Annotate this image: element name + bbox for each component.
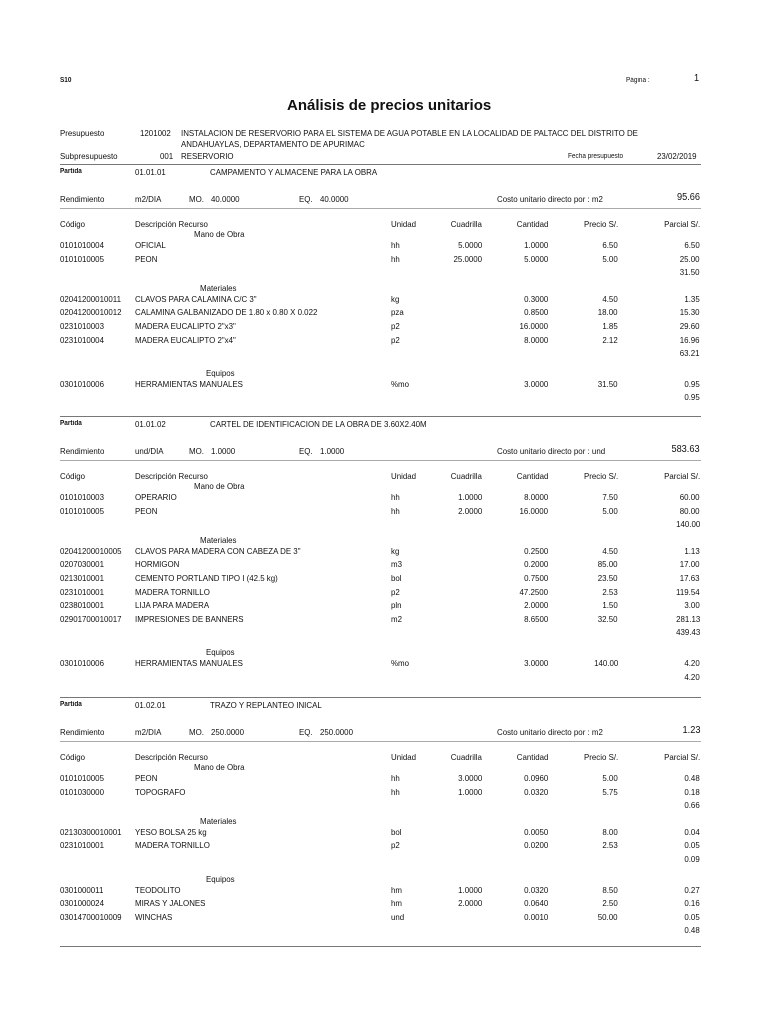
resource-code: 0301000011 <box>60 884 104 895</box>
partida-label: Partida <box>60 420 82 427</box>
partida-divider <box>60 416 701 417</box>
resource-precio: 8.50 <box>602 884 618 895</box>
resource-unit: hh <box>391 253 400 264</box>
rendimiento-divider <box>60 208 701 209</box>
resource-code: 0207030001 <box>60 559 104 570</box>
materiales-header: Materiales <box>200 534 237 545</box>
resource-parcial: 1.13 <box>684 545 700 556</box>
resource-unit: %mo <box>391 658 410 668</box>
equipos-total: 0.95 <box>684 392 700 403</box>
resource-cuadrilla: 1.0000 <box>457 492 482 502</box>
rendimiento-unit: m2/DIA <box>135 194 162 204</box>
resource-parcial: 60.00 <box>680 492 700 502</box>
resource-description: MADERA TORNILLO <box>135 840 210 851</box>
partida-name: TRAZO Y REPLANTEO INICAL <box>210 700 322 710</box>
costo-unitario-value: 583.63 <box>671 444 700 455</box>
rendimiento-label: Rendimiento <box>60 446 105 456</box>
resource-precio: 140.00 <box>593 658 618 668</box>
resource-code: 0231010001 <box>60 586 104 597</box>
resource-unit: hm <box>391 884 402 895</box>
resource-cantidad: 2.0000 <box>523 600 548 611</box>
mo-label: MO. <box>189 446 204 456</box>
resource-parcial: 80.00 <box>680 505 700 516</box>
col-parcial: Parcial S/. <box>663 471 700 481</box>
col-descripcion: Descripción Recurso <box>135 219 208 229</box>
resource-cantidad: 3.0000 <box>523 378 548 389</box>
resource-parcial: 6.50 <box>684 240 700 250</box>
rendimiento-divider <box>60 460 701 461</box>
resource-cuadrilla: 2.0000 <box>457 505 482 516</box>
resource-cantidad: 0.0960 <box>523 773 548 783</box>
eq-value: 250.0000 <box>320 727 353 737</box>
materiales-total: 0.09 <box>684 854 700 864</box>
col-cuadrilla: Cuadrilla <box>450 752 482 762</box>
resource-code: 02041200010005 <box>60 545 122 556</box>
resource-cantidad: 0.0200 <box>523 840 548 851</box>
materiales-header: Materiales <box>200 282 237 293</box>
resource-code: 0231010001 <box>60 840 104 851</box>
resource-description: CEMENTO PORTLAND TIPO I (42.5 kg) <box>135 573 278 583</box>
costo-unitario-label: Costo unitario directo por : und <box>497 446 606 456</box>
resource-parcial: 1.35 <box>684 293 700 304</box>
resource-precio: 2.50 <box>602 898 618 909</box>
resource-unit: pln <box>391 600 402 611</box>
resource-code: 0231010004 <box>60 334 104 345</box>
col-precio: Precio S/. <box>583 752 618 762</box>
resource-unit: hh <box>391 240 400 250</box>
presupuesto-description-line1: INSTALACION DE RESERVORIO PARA EL SISTEMA DE AGUA POTABLE EN LA LOCALIDAD DE PALTACC DEL DISTRITO DE <box>181 128 638 138</box>
resource-precio: 8.00 <box>602 826 618 837</box>
resource-cuadrilla: 1.0000 <box>457 786 482 797</box>
resource-precio: 18.00 <box>598 307 618 318</box>
resource-description: OFICIAL <box>135 240 166 250</box>
resource-precio: 50.00 <box>598 911 618 922</box>
resource-description: TEODOLITO <box>135 884 181 895</box>
partida-code: 01.02.01 <box>135 700 166 710</box>
resource-parcial: 0.04 <box>684 826 700 837</box>
presupuesto-code: 1201002 <box>140 128 171 138</box>
equipos-header: Equipos <box>206 873 235 884</box>
partida-divider <box>60 164 701 165</box>
resource-description: OPERARIO <box>135 492 177 502</box>
col-descripcion: Descripción Recurso <box>135 752 208 762</box>
presupuesto-description-line2: ANDAHUAYLAS, DEPARTAMENTO DE APURIMAC <box>181 139 365 149</box>
partida-name: CARTEL DE IDENTIFICACION DE LA OBRA DE 3.60X2.40M <box>210 419 427 429</box>
rendimiento-label: Rendimiento <box>60 727 105 737</box>
resource-unit: p2 <box>391 334 400 345</box>
resource-cantidad: 0.3000 <box>523 293 548 304</box>
mo-value: 40.0000 <box>211 194 240 204</box>
col-cuadrilla: Cuadrilla <box>450 471 482 481</box>
resource-unit: p2 <box>391 321 400 331</box>
resource-code: 03014700010009 <box>60 911 122 922</box>
resource-parcial: 119.54 <box>676 586 700 597</box>
resource-parcial: 25.00 <box>680 253 700 264</box>
resource-cantidad: 47.2500 <box>519 586 548 597</box>
resource-description: CALAMINA GALBANIZADO DE 1.80 x 0.80 X 0.022 <box>135 307 318 318</box>
mo-label: MO. <box>189 194 204 204</box>
resource-cantidad: 0.7500 <box>523 573 548 583</box>
col-unidad: Unidad <box>391 752 417 762</box>
resource-description: MADERA EUCALIPTO 2"x4" <box>135 334 236 345</box>
resource-parcial: 0.95 <box>684 378 700 389</box>
resource-cuadrilla: 25.0000 <box>453 253 482 264</box>
col-precio: Precio S/. <box>583 219 618 229</box>
equipos-total: 0.48 <box>684 925 700 936</box>
col-unidad: Unidad <box>391 219 417 229</box>
resource-cantidad: 8.0000 <box>523 334 548 345</box>
resource-cantidad: 0.0640 <box>523 898 548 909</box>
resource-unit: hh <box>391 492 400 502</box>
resource-description: PEON <box>135 253 158 264</box>
mo-label: MO. <box>189 727 204 737</box>
costo-unitario-value: 1.23 <box>682 725 700 736</box>
resource-cantidad: 16.0000 <box>519 505 548 516</box>
col-codigo: Código <box>60 471 86 481</box>
resource-code: 0213010001 <box>60 573 104 583</box>
resource-description: HERRAMIENTAS MANUALES <box>135 378 243 389</box>
resource-precio: 7.50 <box>602 492 618 502</box>
equipos-header: Equipos <box>206 647 235 657</box>
system-label: S10 <box>60 77 72 84</box>
page-bottom-divider <box>60 946 701 947</box>
resource-cantidad: 0.0320 <box>523 786 548 797</box>
mano-obra-header: Mano de Obra <box>194 481 245 491</box>
resource-precio: 6.50 <box>602 240 618 250</box>
costo-unitario-value: 95.66 <box>676 192 700 203</box>
resource-parcial: 281.13 <box>675 613 700 624</box>
mo-value: 250.0000 <box>211 727 244 737</box>
resource-code: 0301010006 <box>60 378 104 389</box>
col-parcial: Parcial S/. <box>663 752 700 762</box>
rendimiento-divider <box>60 741 701 742</box>
resource-unit: m3 <box>391 559 402 570</box>
eq-label: EQ. <box>299 446 313 456</box>
mano-obra-total: 140.00 <box>675 519 700 530</box>
resource-unit: m2 <box>391 613 402 624</box>
resource-unit: hh <box>391 786 400 797</box>
fecha-label: Fecha presupuesto <box>568 153 624 160</box>
rendimiento-label: Rendimiento <box>60 194 105 204</box>
subpresupuesto-code: 001 <box>160 151 174 161</box>
fecha-value: 23/02/2019 <box>657 151 697 161</box>
resource-precio: 4.50 <box>602 545 618 556</box>
partida-label: Partida <box>60 168 82 175</box>
resource-description: HERRAMIENTAS MANUALES <box>135 658 243 668</box>
resource-unit: kg <box>391 545 400 556</box>
resource-description: TOPOGRAFO <box>135 786 186 797</box>
page-label: Página : <box>626 77 650 84</box>
resource-code: 0238010001 <box>60 600 104 611</box>
resource-description: CLAVOS PARA MADERA CON CABEZA DE 3" <box>135 545 301 556</box>
resource-parcial: 17.63 <box>680 573 700 583</box>
col-codigo: Código <box>60 752 86 762</box>
col-parcial: Parcial S/. <box>663 219 700 229</box>
resource-cuadrilla: 3.0000 <box>457 773 482 783</box>
costo-unitario-label: Costo unitario directo por : m2 <box>497 194 603 204</box>
resource-cantidad: 8.0000 <box>523 492 548 502</box>
resource-description: PEON <box>135 505 158 516</box>
resource-description: IMPRESIONES DE BANNERS <box>135 613 244 624</box>
resource-cantidad: 1.0000 <box>523 240 548 250</box>
resource-code: 02901700010017 <box>60 613 122 624</box>
resource-unit: pza <box>391 307 404 318</box>
resource-code: 0301000024 <box>60 898 104 909</box>
resource-unit: %mo <box>391 378 410 389</box>
resource-parcial: 16.96 <box>680 334 700 345</box>
resource-parcial: 0.27 <box>684 884 700 895</box>
resource-description: HORMIGON <box>135 559 180 570</box>
resource-precio: 2.12 <box>602 334 618 345</box>
partida-label: Partida <box>60 701 82 708</box>
resource-cantidad: 8.6500 <box>523 613 548 624</box>
materiales-total: 439.43 <box>675 627 700 638</box>
resource-cantidad: 0.0320 <box>523 884 548 895</box>
rendimiento-unit: und/DIA <box>135 446 164 456</box>
resource-parcial: 0.05 <box>684 840 700 851</box>
resource-precio: 32.50 <box>598 613 618 624</box>
resource-code: 02041200010011 <box>60 293 121 304</box>
col-precio: Precio S/. <box>583 471 618 481</box>
resource-precio: 1.50 <box>602 600 618 611</box>
partida-code: 01.01.01 <box>135 167 166 177</box>
resource-description: PEON <box>135 773 158 783</box>
resource-description: YESO BOLSA 25 kg <box>135 826 207 837</box>
resource-description: WINCHAS <box>135 911 173 922</box>
partida-divider <box>60 697 701 698</box>
partida-code: 01.01.02 <box>135 419 166 429</box>
mo-value: 1.0000 <box>211 446 236 456</box>
resource-parcial: 15.30 <box>680 307 700 318</box>
resource-precio: 85.00 <box>598 559 618 570</box>
eq-label: EQ. <box>299 194 313 204</box>
resource-description: CLAVOS PARA CALAMINA C/C 3" <box>135 293 257 304</box>
resource-unit: und <box>391 911 405 922</box>
resource-parcial: 0.16 <box>684 898 700 909</box>
resource-unit: kg <box>391 293 400 304</box>
subpresupuesto-name: RESERVORIO <box>181 151 234 161</box>
resource-unit: hh <box>391 773 400 783</box>
resource-cantidad: 0.2500 <box>523 545 548 556</box>
resource-cuadrilla: 1.0000 <box>457 884 482 895</box>
mano-obra-total: 31.50 <box>680 267 700 278</box>
resource-code: 0101010005 <box>60 773 104 783</box>
mano-obra-header: Mano de Obra <box>194 229 245 239</box>
resource-precio: 4.50 <box>602 293 618 304</box>
page-number: 1 <box>694 73 700 84</box>
resource-code: 0101010005 <box>60 253 104 264</box>
resource-parcial: 3.00 <box>684 600 700 611</box>
resource-precio: 5.00 <box>602 505 618 516</box>
resource-unit: hm <box>391 898 402 909</box>
resource-cantidad: 5.0000 <box>523 253 548 264</box>
resource-cantidad: 3.0000 <box>523 658 548 668</box>
resource-description: LIJA PARA MADERA <box>135 600 210 611</box>
mano-obra-header: Mano de Obra <box>194 762 245 772</box>
eq-label: EQ. <box>299 727 313 737</box>
resource-precio: 1.85 <box>602 321 618 331</box>
page-title: Análisis de precios unitarios <box>287 97 492 114</box>
resource-cuadrilla: 2.0000 <box>457 898 482 909</box>
resource-cantidad: 0.0050 <box>523 826 548 837</box>
col-unidad: Unidad <box>391 471 417 481</box>
subpresupuesto-label: Subpresupuesto <box>60 151 118 161</box>
resource-cantidad: 0.8500 <box>523 307 548 318</box>
resource-parcial: 17.00 <box>680 559 700 570</box>
col-codigo: Código <box>60 219 86 229</box>
resource-precio: 5.00 <box>602 773 618 783</box>
resource-cantidad: 0.2000 <box>523 559 548 570</box>
resource-description: MIRAS Y JALONES <box>135 898 206 909</box>
resource-code: 0101010003 <box>60 492 104 502</box>
resource-cantidad: 0.0010 <box>523 911 548 922</box>
resource-parcial: 0.48 <box>684 773 700 783</box>
resource-unit: hh <box>391 505 400 516</box>
resource-precio: 2.53 <box>602 586 618 597</box>
resource-code: 0101010004 <box>60 240 104 250</box>
partida-name: CAMPAMENTO Y ALMACENE PARA LA OBRA <box>210 167 378 177</box>
resource-code: 0231010003 <box>60 321 104 331</box>
rendimiento-unit: m2/DIA <box>135 727 162 737</box>
equipos-header: Equipos <box>206 367 235 378</box>
resource-code: 0101010005 <box>60 505 104 516</box>
eq-value: 40.0000 <box>320 194 349 204</box>
resource-code: 0101030000 <box>60 786 104 797</box>
resource-description: MADERA EUCALIPTO 2"x3" <box>135 321 236 331</box>
resource-precio: 5.75 <box>602 786 618 797</box>
eq-value: 1.0000 <box>320 446 345 456</box>
resource-unit: p2 <box>391 586 400 597</box>
mano-obra-total: 0.66 <box>684 800 700 811</box>
resource-unit: p2 <box>391 840 400 851</box>
col-cuadrilla: Cuadrilla <box>450 219 482 229</box>
resource-precio: 5.00 <box>602 253 618 264</box>
resource-cuadrilla: 5.0000 <box>457 240 482 250</box>
resource-description: MADERA TORNILLO <box>135 586 210 597</box>
materiales-header: Materiales <box>200 815 237 826</box>
col-descripcion: Descripción Recurso <box>135 471 208 481</box>
resource-parcial: 0.18 <box>684 786 700 797</box>
resource-precio: 23.50 <box>598 573 618 583</box>
materiales-total: 63.21 <box>680 348 700 359</box>
resource-unit: bol <box>391 826 402 837</box>
resource-parcial: 29.60 <box>680 321 700 331</box>
col-cantidad: Cantidad <box>516 219 548 229</box>
resource-unit: bol <box>391 573 402 583</box>
resource-parcial: 0.05 <box>684 911 700 922</box>
col-cantidad: Cantidad <box>516 752 548 762</box>
resource-precio: 31.50 <box>598 378 618 389</box>
costo-unitario-label: Costo unitario directo por : m2 <box>497 727 603 737</box>
resource-cantidad: 16.0000 <box>519 321 548 331</box>
presupuesto-label: Presupuesto <box>60 128 105 138</box>
equipos-total: 4.20 <box>684 671 700 682</box>
resource-precio: 2.53 <box>602 840 618 851</box>
resource-parcial: 4.20 <box>684 658 700 668</box>
resource-code: 0301010006 <box>60 658 104 668</box>
resource-code: 02130300010001 <box>60 826 122 837</box>
col-cantidad: Cantidad <box>516 471 548 481</box>
resource-code: 02041200010012 <box>60 307 122 318</box>
